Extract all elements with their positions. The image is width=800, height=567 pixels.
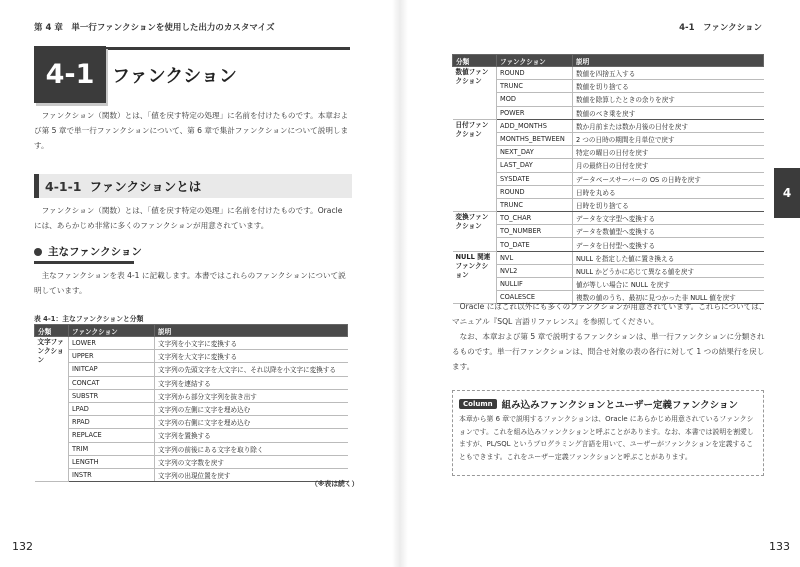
column-heading xyxy=(459,397,738,411)
running-head-right: 4-1 ファンクション xyxy=(679,23,762,33)
description-cell: 文字列から部分文字列を抜き出す xyxy=(155,389,348,402)
book-gutter xyxy=(392,0,408,567)
chapter-title: ファンクション xyxy=(112,66,237,87)
function-name-cell: REPLACE xyxy=(69,429,155,442)
description-cell: データを数値型へ変換する xyxy=(573,225,764,238)
table-row xyxy=(35,363,348,376)
description-cell: データを日付型へ変換する xyxy=(573,238,764,251)
page-number-left: 132 xyxy=(12,540,33,553)
function-name-cell: TRUNC xyxy=(497,198,573,211)
table-row xyxy=(453,212,764,225)
header-category: 分類 xyxy=(453,55,497,67)
function-name-cell: SYSDATE xyxy=(497,172,573,185)
table-row xyxy=(453,119,764,132)
header-function: ファンクション xyxy=(69,325,155,337)
table-continued-note: （※表は続く） xyxy=(311,480,359,488)
category-cell: 数値ファンクション xyxy=(453,67,497,120)
description-cell: 数値のべき乗を戻す xyxy=(573,106,764,119)
header-description: 説明 xyxy=(155,325,348,337)
table-row xyxy=(453,146,764,159)
category-cell: 日付ファンクション xyxy=(453,119,497,211)
table-row xyxy=(453,238,764,251)
right-body-text-2: なお、本章および第 5 章で説明するファンクションは、単一行ファンクションに分類されるものです。単一行ファンクションは、問合せ対象の表の各行に対して 1 つの結果行を戻します。 xyxy=(452,332,765,371)
function-name-cell: NULLIF xyxy=(497,278,573,291)
section-number: 4-1-1 xyxy=(45,178,82,194)
function-name-cell: MOD xyxy=(497,93,573,106)
description-cell: データを文字型へ変換する xyxy=(573,212,764,225)
section-title: ファンクションとは xyxy=(89,179,202,194)
function-name-cell: ROUND xyxy=(497,185,573,198)
description-cell: 数値を四捨五入する xyxy=(573,67,764,80)
table-row xyxy=(453,251,764,264)
subsection-title: 主なファンクション xyxy=(48,246,142,258)
function-name-cell: MONTHS_BETWEEN xyxy=(497,132,573,145)
table-header-row xyxy=(453,55,764,67)
function-name-cell: TO_CHAR xyxy=(497,212,573,225)
subsection-body-text: 主なファンクションを表 4-1 に記載します。本書ではこれらのファンクションについて説明しています。 xyxy=(34,271,346,295)
running-head-left: 第 4 章 単一行ファンクションを使用した出力のカスタマイズ xyxy=(34,23,275,33)
table-row xyxy=(453,132,764,145)
column-box xyxy=(452,390,764,476)
table-caption: 表 4-1：主なファンクションと分類 xyxy=(34,315,144,323)
function-name-cell: SUBSTR xyxy=(69,389,155,402)
table-row xyxy=(35,350,348,363)
table-row xyxy=(453,172,764,185)
table-row xyxy=(35,429,348,442)
function-name-cell: TO_NUMBER xyxy=(497,225,573,238)
table-row xyxy=(453,67,764,80)
function-name-cell: INITCAP xyxy=(69,363,155,376)
table-row xyxy=(35,337,348,350)
table-row xyxy=(453,159,764,172)
function-name-cell: COALESCE xyxy=(497,291,573,304)
table-row xyxy=(35,389,348,402)
column-body-text: 本章から第 6 章で説明するファンクションは、Oracle にあらかじめ用意されているファンクションです。これを組み込みファンクションと呼ぶことがあります。なお、本書では説明を割愛しますが、PL/SQL というプログラミング言語を用いて、ユーザーがファンクションを定義することもできます。これをユーザー定義ファンクションと呼ぶことがあります。 xyxy=(459,415,754,461)
description-cell: 文字列の出現位置を戻す xyxy=(155,468,348,481)
description-cell: 文字列の右側に文字を埋め込む xyxy=(155,416,348,429)
description-cell: 文字列の前後にある文字を取り除く xyxy=(155,442,348,455)
description-cell: 文字列の文字数を戻す xyxy=(155,455,348,468)
function-table-right xyxy=(452,54,764,304)
function-name-cell: NVL xyxy=(497,251,573,264)
header-category: 分類 xyxy=(35,325,69,337)
section-body-text: ファンクション（関数）とは、「値を戻す特定の処理」に名前を付けたものです。Oracle には、あらかじめ非常に多くのファンクションが用意されています。 xyxy=(34,206,343,230)
right-body-text-1: Oracle にはこれ以外にも多くのファンクションが用意されています。これらについては、マニュアル『SQL 言語リファレンス』を参照してください。 xyxy=(452,302,767,326)
table-row xyxy=(453,93,764,106)
description-cell: 文字列を大文字に変換する xyxy=(155,350,348,363)
table-row xyxy=(453,80,764,93)
description-cell: 複数の値のうち、最初に見つかった非 NULL 値を戻す xyxy=(573,291,764,304)
description-cell: NULL かどうかに応じて異なる値を戻す xyxy=(573,264,764,277)
function-name-cell: LOWER xyxy=(69,337,155,350)
description-cell: 文字列の左側に文字を埋め込む xyxy=(155,402,348,415)
chapter-tab: 4 xyxy=(774,168,800,218)
function-name-cell: POWER xyxy=(497,106,573,119)
function-name-cell: RPAD xyxy=(69,416,155,429)
subsection-rule xyxy=(34,261,134,264)
function-name-cell: INSTR xyxy=(69,468,155,481)
function-name-cell: LPAD xyxy=(69,402,155,415)
left-page xyxy=(0,0,392,567)
chapter-number-box: 4-1 xyxy=(34,46,106,103)
function-table-left xyxy=(34,324,348,482)
function-name-cell: LENGTH xyxy=(69,455,155,468)
description-cell: NULL を指定した値に置き換える xyxy=(573,251,764,264)
header-description: 説明 xyxy=(573,55,764,67)
table-row xyxy=(35,416,348,429)
function-name-cell: TRIM xyxy=(69,442,155,455)
description-cell: 文字列の先頭文字を大文字に、それ以降を小文字に変換する xyxy=(155,363,348,376)
table-header-row xyxy=(35,325,348,337)
category-cell: NULL 関連ファンクション xyxy=(453,251,497,304)
table-row xyxy=(453,198,764,211)
category-cell: 文字ファンクション xyxy=(35,337,69,482)
table-row xyxy=(35,442,348,455)
table-row xyxy=(453,106,764,119)
table-row xyxy=(453,278,764,291)
function-name-cell: NVL2 xyxy=(497,264,573,277)
header-function: ファンクション xyxy=(497,55,573,67)
column-title: 組み込みファンクションとユーザー定義ファンクション xyxy=(501,400,738,411)
function-name-cell: TO_DATE xyxy=(497,238,573,251)
description-cell: 値が等しい場合に NULL を戻す xyxy=(573,278,764,291)
table-row xyxy=(453,185,764,198)
description-cell: データベースサーバーの OS の日時を戻す xyxy=(573,172,764,185)
description-cell: 日時を丸める xyxy=(573,185,764,198)
table-row xyxy=(35,376,348,389)
function-name-cell: ROUND xyxy=(497,67,573,80)
subsection-bullet-icon xyxy=(34,248,42,256)
column-badge: Column xyxy=(459,399,497,409)
description-cell: 文字列を置換する xyxy=(155,429,348,442)
description-cell: 特定の曜日の日付を戻す xyxy=(573,146,764,159)
chapter-title-rule xyxy=(106,47,350,50)
page-number-right: 133 xyxy=(769,540,790,553)
function-name-cell: UPPER xyxy=(69,350,155,363)
description-cell: 文字列を小文字に変換する xyxy=(155,337,348,350)
chapter-intro-text: ファンクション（関数）とは、「値を戻す特定の処理」に名前を付けたものです。本章および第 5 章で単一行ファンクションについて、第 6 章で集計ファンクションについて説明します。 xyxy=(34,111,349,150)
description-cell: 数値を除算したときの余りを戻す xyxy=(573,93,764,106)
section-heading xyxy=(34,174,352,198)
description-cell: 月の最終日の日付を戻す xyxy=(573,159,764,172)
description-cell: 日時を切り捨てる xyxy=(573,198,764,211)
description-cell: 数か月前または数か月後の日付を戻す xyxy=(573,119,764,132)
description-cell: 数値を切り捨てる xyxy=(573,80,764,93)
function-name-cell: LAST_DAY xyxy=(497,159,573,172)
table-row xyxy=(35,455,348,468)
function-name-cell: CONCAT xyxy=(69,376,155,389)
table-row xyxy=(35,468,348,481)
description-cell: 文字列を連結する xyxy=(155,376,348,389)
subsection-heading xyxy=(34,244,142,259)
category-cell: 変換ファンクション xyxy=(453,212,497,252)
table-row xyxy=(35,402,348,415)
function-name-cell: NEXT_DAY xyxy=(497,146,573,159)
description-cell: 2 つの日時の期間を月単位で戻す xyxy=(573,132,764,145)
function-name-cell: ADD_MONTHS xyxy=(497,119,573,132)
function-name-cell: TRUNC xyxy=(497,80,573,93)
table-row xyxy=(453,225,764,238)
table-row xyxy=(453,264,764,277)
